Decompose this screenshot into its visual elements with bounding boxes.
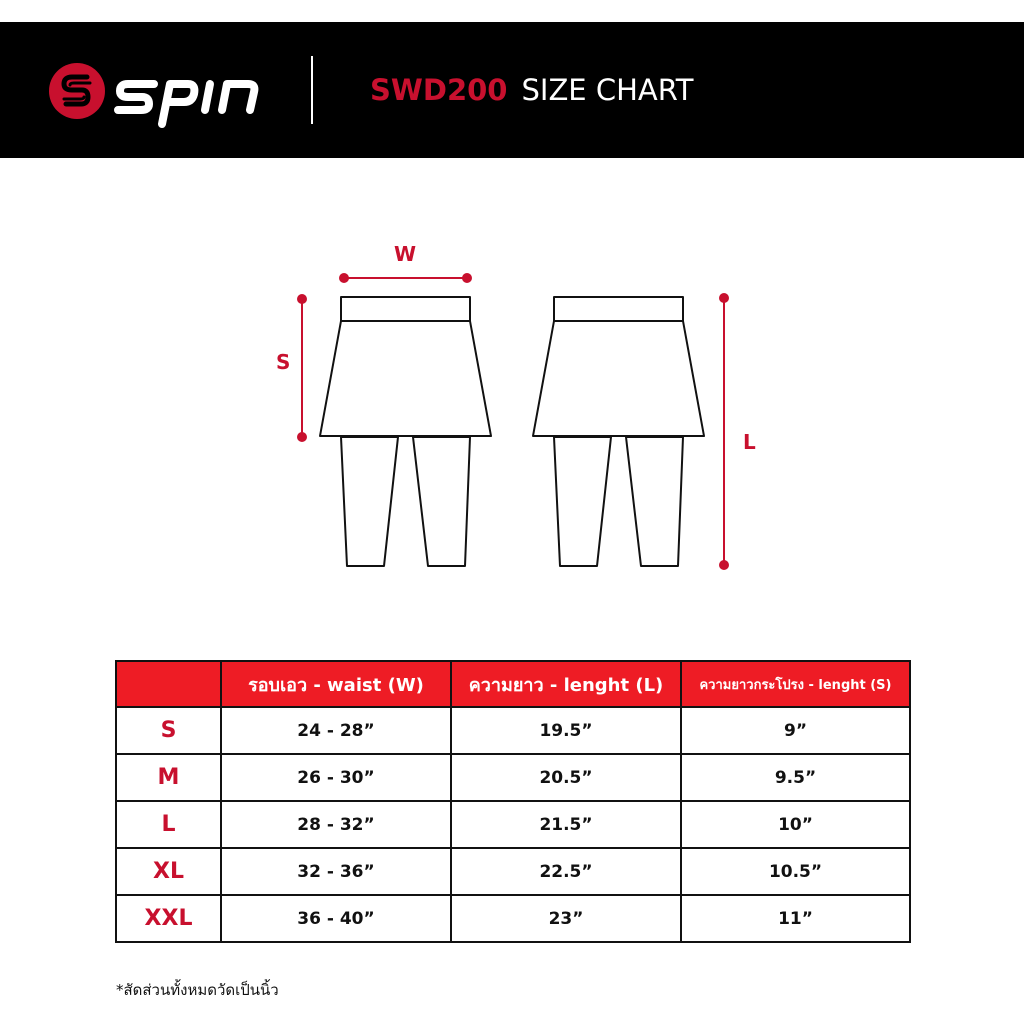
spin-logo-icon: [48, 62, 106, 120]
measurement-note: *สัดส่วนทั้งหมดวัดเป็นนิ้ว: [116, 981, 279, 999]
length-cell: 23”: [451, 895, 681, 942]
spin-wordmark: [114, 72, 266, 130]
table-header-skirt-length: ความยาวกระโปรง - lenght (S): [681, 661, 910, 707]
page-title: [370, 70, 694, 110]
length-cell: 19.5”: [451, 707, 681, 754]
waist-cell: 24 - 28”: [221, 707, 451, 754]
table-header-row: [116, 661, 910, 707]
skirt-length-cell: 9”: [681, 707, 910, 754]
skirt-length-label: S: [276, 350, 291, 374]
header-bar: [0, 22, 1024, 158]
size-cell: M: [116, 754, 221, 801]
table-row: [116, 801, 910, 848]
waist-cell: 28 - 32”: [221, 801, 451, 848]
size-cell: XXL: [116, 895, 221, 942]
skirt-length-cell: 11”: [681, 895, 910, 942]
width-label: W: [394, 242, 417, 266]
garment-diagram: [0, 230, 1024, 590]
table-row: [116, 754, 910, 801]
model-code: SWD200: [370, 73, 508, 107]
waist-cell: 32 - 36”: [221, 848, 451, 895]
total-length-label: L: [743, 430, 756, 454]
waist-cell: 36 - 40”: [221, 895, 451, 942]
table-header-length: ความยาว - lenght (L): [451, 661, 681, 707]
header-divider: [311, 56, 313, 124]
size-cell: XL: [116, 848, 221, 895]
skirt-length-cell: 9.5”: [681, 754, 910, 801]
table-row: [116, 848, 910, 895]
skirt-length-cell: 10”: [681, 801, 910, 848]
waist-cell: 26 - 30”: [221, 754, 451, 801]
table-header-waist: รอบเอว - waist (W): [221, 661, 451, 707]
table-row: [116, 707, 910, 754]
chart-title: SIZE CHART: [521, 73, 694, 107]
length-cell: 22.5”: [451, 848, 681, 895]
skirt-length-cell: 10.5”: [681, 848, 910, 895]
size-table: [115, 660, 911, 943]
length-cell: 20.5”: [451, 754, 681, 801]
length-cell: 21.5”: [451, 801, 681, 848]
table-header-size: [116, 661, 221, 707]
table-row: [116, 895, 910, 942]
size-cell: L: [116, 801, 221, 848]
size-cell: S: [116, 707, 221, 754]
skirt-leggings-illustration: [0, 230, 1024, 590]
